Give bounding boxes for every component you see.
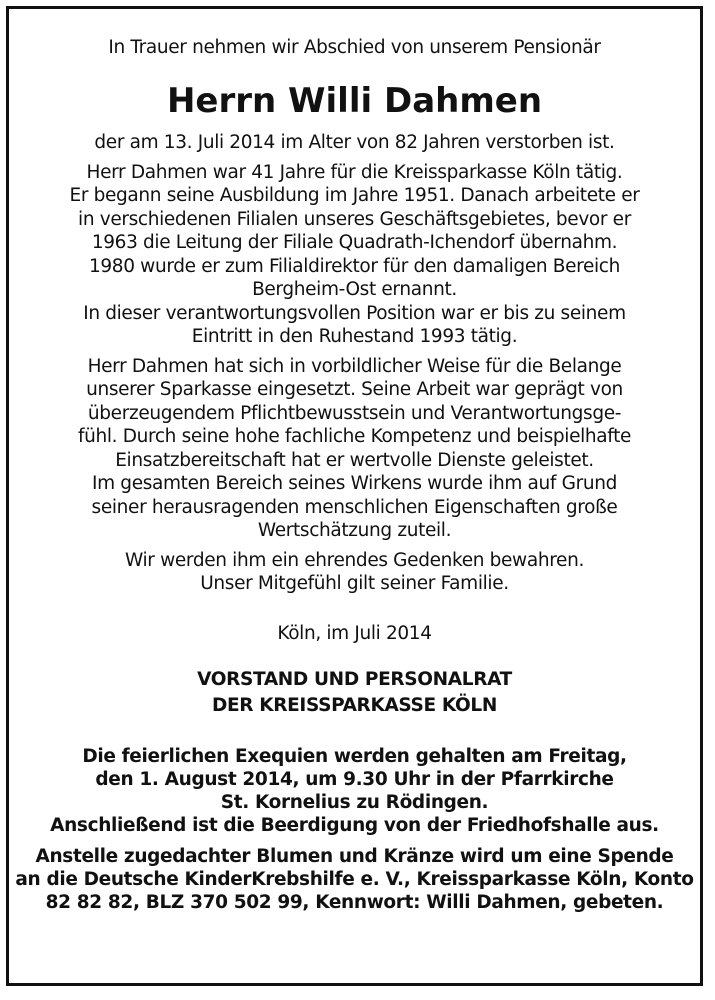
funeral-details [9,745,700,837]
tribute-paragraph [9,355,700,543]
donation-line: an die Deutsche KinderKrebshilfe e. V., Kreissparkasse Köln, Konto [15,869,694,890]
donation-line: Anstelle zugedachter Blumen und Kränze wird um eine Spende [35,846,674,867]
career-paragraph [9,161,700,349]
signature-block [9,667,700,719]
remembrance-line: Wir werden ihm ein ehrendes Gedenken bewahren. [124,549,584,571]
tribute-line: überzeugendem Pflichtbewusstsein und Verantwortungsge- [87,402,622,424]
remembrance-paragraph [9,549,700,596]
career-line: Eintritt in den Ruhestand 1993 tätig. [191,326,518,347]
tribute-line: seiner herausragenden menschlichen Eigenschaften große [91,496,618,518]
career-line: 1980 wurde er zum Filialdirektor für den damaligen Bereich [88,255,621,277]
place-date-block [9,622,700,646]
obituary-notice [6,6,703,986]
career-line: Er begann seine Ausbildung im Jahre 1951. Danach arbeitete er [69,185,640,206]
career-line: In dieser verantwortungsvollen Position war er bis zu seinem [83,302,626,324]
funeral-line: St. Kornelius zu Rödingen. [220,792,489,813]
career-line: Bergheim-Ost ernannt. [252,279,457,300]
tribute-line: Wertschätzung zuteil. [257,520,452,541]
deceased-name: Herrn Willi Dahmen [166,81,543,121]
remembrance-line: Unser Mitgefühl gilt seiner Familie. [200,573,509,594]
signature-line: DER KREISSPARKASSE KÖLN [211,695,498,716]
intro-text: In Trauer nehmen wir Abschied von unserem Pensionär [108,37,601,58]
tribute-line: Im gesamten Bereich seines Wirkens wurde ihm auf Grund [92,473,617,494]
donation-line: 82 82 82, BLZ 370 502 99, Kennwort: Willi Dahmen, gebeten. [45,892,664,913]
tribute-line: Einsatzbereitschaft hat er wertvolle Dienste geleistet. [115,449,594,471]
career-line: 1963 die Leitung der Filiale Quadrath-Ichendorf übernahm. [91,232,618,253]
funeral-line: Die feierlichen Exequien werden gehalten am Freitag, [82,746,627,767]
signature-line: VORSTAND UND PERSONALRAT [197,669,512,690]
tribute-line: fühl. Durch seine hohe fachliche Kompetenz und beispielhafte [77,426,632,447]
death-statement: der am 13. Juli 2014 im Alter von 82 Jahren verstorben ist. [94,132,615,153]
tribute-line: unserer Sparkasse eingesetzt. Seine Arbeit war geprägt von [86,379,623,400]
donation-request [9,845,700,914]
notice-content [9,35,700,914]
funeral-line: Anschließend ist die Beerdigung von der Friedhofshalle aus. [50,815,659,836]
career-line: Herr Dahmen war 41 Jahre für die Kreissparkasse Köln tätig. [86,161,623,183]
place-date: Köln, im Juli 2014 [277,622,432,644]
career-line: in verschiedenen Filialen unseres Geschäftsgebietes, bevor er [78,208,631,230]
tribute-line: Herr Dahmen hat sich in vorbildlicher Weise für die Belange [87,355,622,377]
funeral-line: den 1. August 2014, um 9.30 Uhr in der Pfarrkirche [95,769,614,790]
